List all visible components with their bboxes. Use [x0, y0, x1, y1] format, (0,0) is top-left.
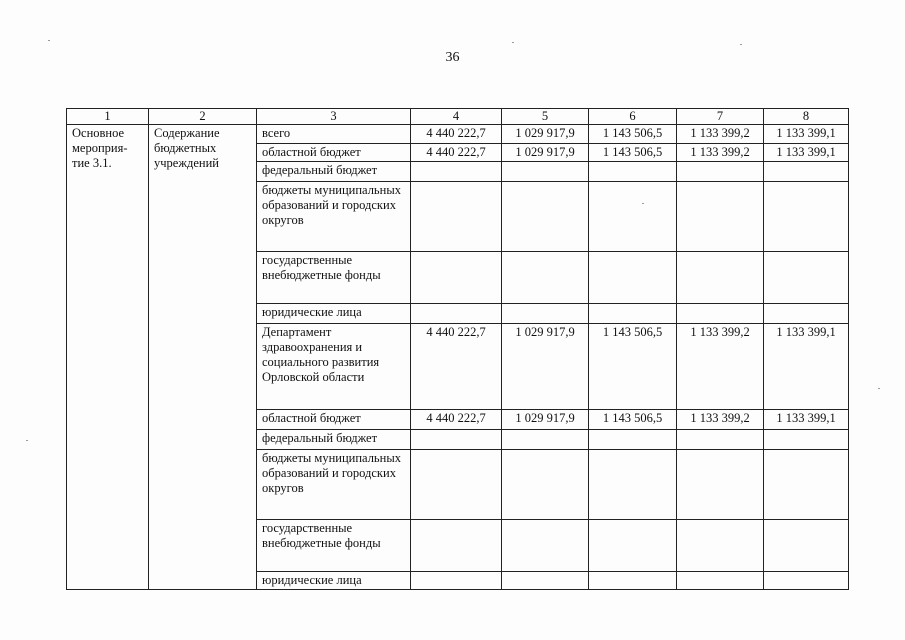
source-label: государственные внебюджетные фонды: [257, 520, 411, 572]
value-cell: [589, 572, 677, 590]
value-cell: [677, 162, 764, 182]
source-label: Департамент здравоохранения и социального развития Орловской области: [257, 324, 411, 410]
source-label: всего: [257, 125, 411, 144]
value-cell: 4 440 222,7: [411, 125, 502, 144]
value-cell: [411, 430, 502, 450]
value-cell: 1 133 399,1: [764, 410, 849, 430]
header-cell: 2: [149, 109, 257, 125]
value-cell: 1 133 399,2: [677, 125, 764, 144]
value-cell: [764, 572, 849, 590]
value-cell: [502, 520, 589, 572]
source-label: бюджеты муниципальных образований и городских округов: [257, 450, 411, 520]
source-label: государственные внебюджетные фонды: [257, 252, 411, 304]
header-cell: 3: [257, 109, 411, 125]
source-label: бюджеты муниципальных образований и городских округов: [257, 182, 411, 252]
value-cell: 1 029 917,9: [502, 144, 589, 162]
value-cell: [764, 304, 849, 324]
value-cell: [589, 520, 677, 572]
value-cell: [764, 520, 849, 572]
page-number: 36: [445, 50, 460, 65]
value-cell: [677, 430, 764, 450]
value-cell: [764, 162, 849, 182]
value-cell: 1 133 399,1: [764, 125, 849, 144]
value-cell: [589, 450, 677, 520]
value-cell: [411, 520, 502, 572]
value-cell: [589, 182, 677, 252]
value-cell: [502, 450, 589, 520]
table-row: [67, 125, 849, 144]
value-cell: [411, 572, 502, 590]
header-cell: 6: [589, 109, 677, 125]
value-cell: [589, 252, 677, 304]
value-cell: 4 440 222,7: [411, 324, 502, 410]
value-cell: 1 143 506,5: [589, 144, 677, 162]
value-cell: [589, 430, 677, 450]
value-cell: 1 133 399,2: [677, 144, 764, 162]
value-cell: [764, 252, 849, 304]
value-cell: 1 029 917,9: [502, 410, 589, 430]
value-cell: 1 143 506,5: [589, 410, 677, 430]
header-cell: 1: [67, 109, 149, 125]
value-cell: 1 133 399,1: [764, 144, 849, 162]
value-cell: [411, 182, 502, 252]
value-cell: 1 143 506,5: [589, 324, 677, 410]
value-cell: 4 440 222,7: [411, 410, 502, 430]
value-cell: [764, 182, 849, 252]
value-cell: [764, 450, 849, 520]
value-cell: 4 440 222,7: [411, 144, 502, 162]
value-cell: [502, 162, 589, 182]
value-cell: 1 029 917,9: [502, 324, 589, 410]
value-cell: [677, 182, 764, 252]
value-cell: [502, 252, 589, 304]
value-cell: [677, 252, 764, 304]
value-cell: 1 143 506,5: [589, 125, 677, 144]
value-cell: [502, 430, 589, 450]
value-cell: [502, 572, 589, 590]
value-cell: 1 133 399,1: [764, 324, 849, 410]
value-cell: [411, 304, 502, 324]
source-label: федеральный бюджет: [257, 430, 411, 450]
content-cell: Содержание бюджетных учреждений: [149, 125, 257, 590]
value-cell: [411, 162, 502, 182]
value-cell: [677, 572, 764, 590]
value-cell: [677, 304, 764, 324]
source-label: юридические лица: [257, 572, 411, 590]
header-cell: 8: [764, 109, 849, 125]
budget-table: [66, 108, 849, 590]
activity-cell: Основное мероприя-тие 3.1.: [67, 125, 149, 590]
header-row: [67, 109, 849, 125]
value-cell: [589, 304, 677, 324]
value-cell: [502, 304, 589, 324]
value-cell: [677, 450, 764, 520]
value-cell: [677, 520, 764, 572]
header-cell: 7: [677, 109, 764, 125]
value-cell: [411, 450, 502, 520]
value-cell: 1 133 399,2: [677, 324, 764, 410]
header-cell: 4: [411, 109, 502, 125]
value-cell: 1 029 917,9: [502, 125, 589, 144]
value-cell: [502, 182, 589, 252]
value-cell: [411, 252, 502, 304]
source-label: юридические лица: [257, 304, 411, 324]
source-label: федеральный бюджет: [257, 162, 411, 182]
header-cell: 5: [502, 109, 589, 125]
source-label: областной бюджет: [257, 410, 411, 430]
value-cell: [589, 162, 677, 182]
value-cell: 1 133 399,2: [677, 410, 764, 430]
value-cell: [764, 430, 849, 450]
source-label: областной бюджет: [257, 144, 411, 162]
